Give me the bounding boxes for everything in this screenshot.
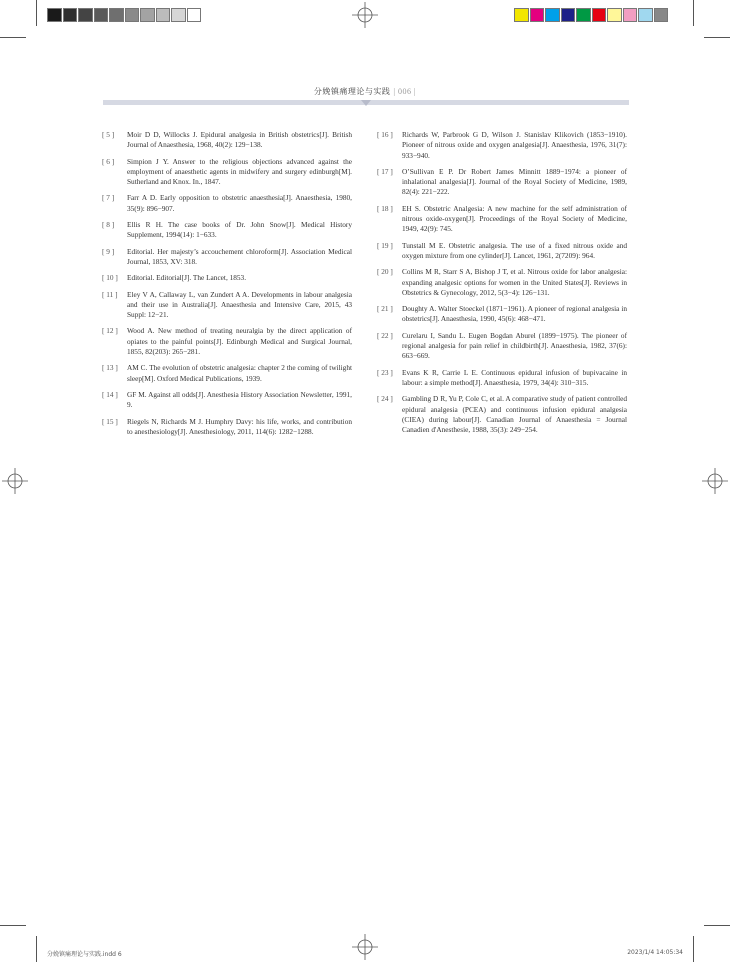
reference-number: [ 21 ] xyxy=(377,304,393,314)
color-swatch xyxy=(592,8,607,22)
reference-text: EH S. Obstetric Analgesia: A new machine for the self administration of nitrous oxide-oxygen[J]. Proceedings of the Royal Society of Medicine, 1949, 42(9): 745. xyxy=(402,203,627,234)
reference-item xyxy=(377,267,627,298)
footer-file-info: 分娩镇痛理论与实践.indd 6 xyxy=(47,951,122,958)
reference-text: AM C. The evolution of obstetric analgesia: chapter 2 the coming of twilight sleep[M]. Oxford Medical Publications, 1939. xyxy=(127,363,352,383)
reference-text: Moir D D, Willocks J. Epidural analgesia in British obstetrics[J]. British Journal of Anaesthesia, 1968, 40(2): 129−138. xyxy=(127,130,352,150)
reference-text: Riegels N, Richards M J. Humphry Davy: his life, works, and contribution to anesthesiology[J]. Anesthesiology, 2011, 114(6): 1282−1288. xyxy=(127,416,352,436)
reference-item xyxy=(102,390,352,411)
reference-number: [ 22 ] xyxy=(377,330,393,340)
reference-item xyxy=(102,363,352,384)
reference-text: Editorial. Her majesty’s accouchement chloroform[J]. Association Medical Journal, 1853, XV: 318. xyxy=(127,246,352,266)
crop-mark-top-right-v xyxy=(693,0,694,26)
book-title: 分娩镇痛理论与实践 xyxy=(313,87,391,96)
reference-item xyxy=(377,167,627,198)
registration-mark-right-icon xyxy=(702,468,728,494)
footer-timestamp: 2023/1/4 14:05:34 xyxy=(627,949,683,956)
color-swatch xyxy=(156,8,171,22)
reference-number: [ 10 ] xyxy=(102,273,118,283)
color-swatch xyxy=(561,8,576,22)
reference-item xyxy=(377,130,627,161)
reference-number: [ 11 ] xyxy=(102,289,118,299)
reference-item xyxy=(377,241,627,262)
reference-text: Collins M R, Starr S A, Bishop J T, et al. Nitrous oxide for labor analgesia: expanding analgesic options for women in the United States[J]. Reviews in Obstetrics & Gynecology, 2012, 5(3−4): 126−131. xyxy=(402,267,627,297)
reference-text: Gambling D R, Yu P, Cole C, et al. A comparative study of patient controlled epidural analgesia (PCEA) and continuous infusion epidural analgesia (CIEA) during labour[J]. Canadian Journal of Anaesthesia = Journal Canadien d'Anesthesie, 1988, 35(3): 249−254. xyxy=(402,394,627,435)
reference-number: [ 17 ] xyxy=(377,166,393,176)
color-swatch xyxy=(638,8,653,22)
color-swatch xyxy=(47,8,62,22)
reference-item xyxy=(102,193,352,214)
registration-mark-left-icon xyxy=(2,468,28,494)
color-swatch xyxy=(654,8,669,22)
reference-number: [ 20 ] xyxy=(377,267,393,277)
reference-number: [ 9 ] xyxy=(102,246,115,256)
reference-text: GF M. Against all odds[J]. Anesthesia History Association Newsletter, 1991, 9. xyxy=(127,389,352,410)
page-number: | 006 | xyxy=(393,87,417,96)
reference-item xyxy=(102,326,352,357)
reference-number: [ 24 ] xyxy=(377,394,393,404)
page-number-value: 006 xyxy=(398,87,412,96)
color-swatch xyxy=(171,8,186,22)
color-swatch xyxy=(109,8,124,22)
reference-number: [ 18 ] xyxy=(377,203,393,213)
reference-number: [ 5 ] xyxy=(102,130,115,139)
reference-text: Richards W, Parbrook G D, Wilson J. Stanislav Klikovich (1853−1910). Pioneer of nitrous oxide and oxygen analgesia[J]. Anaesthesia, 1976, 31(7): 933−940. xyxy=(402,130,627,160)
reference-text: Curelaru I, Sandu L. Eugen Bogdan Aburel (1899−1975). The pioneer of regional analgesia for pain relief in childbirth[J]. Anaesthesia, 1982, 37(6): 663−669. xyxy=(402,330,627,361)
reference-text: Eley V A, Callaway L, van Zundert A A. Developments in labour analgesia and their use in Australia[J]. Anaesthesia and Intensive Care, 2015, 43 Suppl: 12−21. xyxy=(127,289,352,320)
reference-number: [ 8 ] xyxy=(102,220,115,230)
crop-mark-top-left-v xyxy=(36,0,37,26)
reference-number: [ 7 ] xyxy=(102,193,115,203)
reference-item xyxy=(102,220,352,241)
reference-number: [ 23 ] xyxy=(377,367,393,377)
reference-number: [ 15 ] xyxy=(102,416,118,426)
reference-number: [ 6 ] xyxy=(102,156,115,166)
color-swatch xyxy=(63,8,78,22)
header-marker-icon xyxy=(361,100,371,106)
reference-item xyxy=(377,331,627,362)
reference-number: [ 13 ] xyxy=(102,363,118,373)
registration-mark-top-icon xyxy=(352,2,378,28)
reference-item xyxy=(377,204,627,235)
crop-mark-bottom-left-h xyxy=(0,925,26,926)
color-swatch xyxy=(623,8,638,22)
reference-number: [ 12 ] xyxy=(102,326,118,336)
reference-item xyxy=(102,157,352,188)
reference-text: O’Sullivan E P. Dr Robert James Minnitt 1889−1974: a pioneer of inhalational analgesia[J]. Journal of the Royal Society of Medicine, 1989, 82(4): 221−222. xyxy=(402,166,627,197)
reference-item xyxy=(102,130,352,151)
reference-item xyxy=(377,304,627,325)
color-swatch xyxy=(187,8,202,22)
reference-item xyxy=(102,273,352,283)
reference-text: Farr A D. Early opposition to obstetric anaesthesia[J]. Anaesthesia, 1980, 35(9): 896−907. xyxy=(127,193,352,213)
reference-number: [ 16 ] xyxy=(377,130,393,139)
reference-item xyxy=(377,368,627,389)
color-swatch xyxy=(125,8,140,22)
reference-text: Doughty A. Walter Stoeckel (1871−1961). A pioneer of regional analgesia in obstetrics[J]. Anaesthesia, 1990, 45(6): 468−471. xyxy=(402,304,627,324)
reference-item xyxy=(102,290,352,321)
color-swatch xyxy=(530,8,545,22)
grayscale-color-bar xyxy=(47,8,202,22)
process-color-bar xyxy=(514,8,669,22)
reference-text: Tunstall M E. Obstetric analgesia. The use of a fixed nitrous oxide and oxygen mixture from one cylinder[J]. Lancet, 1961, 2(7209): 964. xyxy=(402,240,627,260)
reference-item xyxy=(102,417,352,438)
reference-text: Simpion J Y. Answer to the religious objections advanced against the employment of anaesthetic agents in midwifery and surgery edinburgh[M]. Sutherland and Knox. In., 1847. xyxy=(127,156,352,187)
crop-mark-bottom-right-v xyxy=(693,936,694,962)
reference-text: Wood A. New method of treating neuralgia by the direct application of opiates to the painful points[J]. Edinburgh Medical and Surgical Journal, 1855, 82(203): 265−281. xyxy=(127,326,352,357)
reference-text: Evans K R, Carrie L E. Continuous epidural infusion of bupivacaine in labour: a simple method[J]. Anaesthesia, 1979, 34(4): 310−315. xyxy=(402,367,627,387)
running-header xyxy=(0,86,730,97)
reference-item xyxy=(377,394,627,435)
color-swatch xyxy=(576,8,591,22)
color-swatch xyxy=(94,8,109,22)
reference-text: Ellis R H. The case books of Dr. John Snow[J]. Medical History Supplement, 1994(14): 1−633. xyxy=(127,220,352,240)
crop-mark-top-left-h xyxy=(0,37,26,38)
crop-mark-bottom-left-v xyxy=(36,936,37,962)
registration-mark-bottom-icon xyxy=(352,934,378,960)
color-swatch xyxy=(607,8,622,22)
reference-number: [ 19 ] xyxy=(377,240,393,250)
reference-number: [ 14 ] xyxy=(102,389,118,399)
references-right-column xyxy=(377,130,627,441)
color-swatch xyxy=(140,8,155,22)
crop-mark-top-right-h xyxy=(704,37,730,38)
references-left-column xyxy=(102,130,352,443)
reference-item xyxy=(102,247,352,268)
color-swatch xyxy=(545,8,560,22)
crop-mark-bottom-right-h xyxy=(704,925,730,926)
color-swatch xyxy=(514,8,529,22)
color-swatch xyxy=(78,8,93,22)
reference-text: Editorial. Editorial[J]. The Lancet, 1853. xyxy=(127,273,247,283)
